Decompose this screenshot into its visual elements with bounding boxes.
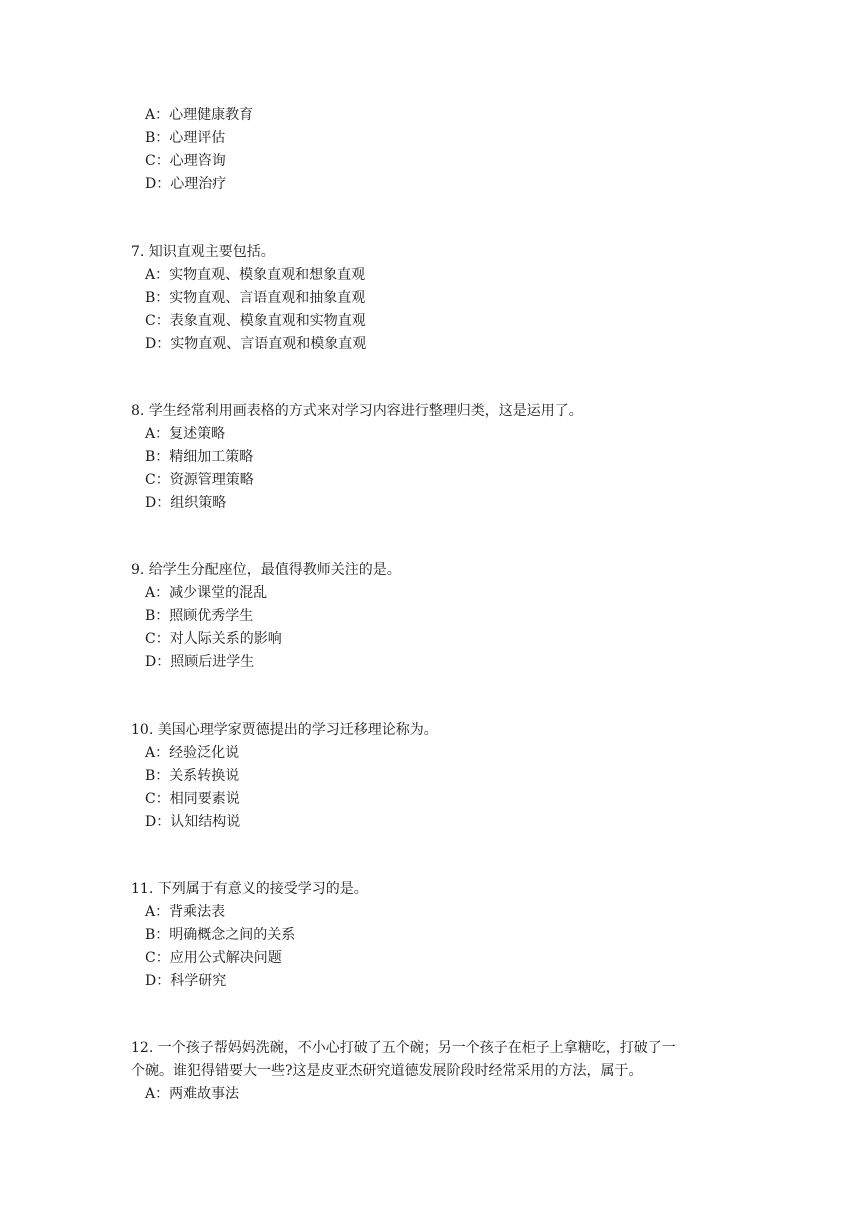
- option-b: B：精细加工策略: [145, 449, 254, 465]
- question-stem-line-2: 个碗。谁犯得错要大一些?这是皮亚杰研究道德发展阶段时经常采用的方法，属于。: [131, 1063, 643, 1079]
- option-a: A：经验泛化说: [145, 745, 240, 761]
- option-a: A：心理健康教育: [145, 107, 254, 123]
- option-b: B：关系转换说: [145, 768, 240, 784]
- question-7: [131, 241, 751, 356]
- option-a: A：两难故事法: [145, 1086, 240, 1102]
- question-11: [131, 878, 751, 993]
- option-d: D：科学研究: [145, 973, 227, 989]
- question-9: [131, 559, 751, 674]
- option-c: C：表象直观、模象直观和实物直观: [145, 313, 366, 329]
- option-b: B：实物直观、言语直观和抽象直观: [145, 290, 366, 306]
- option-d: D：组织策略: [145, 495, 227, 511]
- option-d: D：照顾后进学生: [145, 654, 255, 670]
- option-c: C：心理咨询: [145, 153, 226, 169]
- question-stem: 7. 知识直观主要包括。: [131, 244, 275, 260]
- option-c: C：相同要素说: [145, 791, 240, 807]
- question-8: [131, 400, 751, 515]
- question-stem: 10. 美国心理学家贾德提出的学习迁移理论称为。: [131, 722, 438, 738]
- question-6-options: [131, 104, 751, 196]
- option-a: A：背乘法表: [145, 904, 226, 920]
- option-b: B：明确概念之间的关系: [145, 927, 296, 943]
- option-c: C：对人际关系的影响: [145, 631, 282, 647]
- question-stem-line-1: 12. 一个孩子帮妈妈洗碗，不小心打破了五个碗；另一个孩子在柜子上拿糖吃，打破了一: [131, 1040, 676, 1056]
- option-c: C：资源管理策略: [145, 472, 254, 488]
- option-d: D：心理治疗: [145, 176, 227, 192]
- question-stem: 9. 给学生分配座位，最值得教师关注的是。: [131, 562, 401, 578]
- question-stem: 8. 学生经常利用画表格的方式来对学习内容进行整理归类，这是运用了。: [131, 403, 583, 419]
- option-a: A：复述策略: [145, 426, 226, 442]
- question-stem: 11. 下列属于有意义的接受学习的是。: [131, 881, 368, 897]
- question-10: [131, 719, 751, 834]
- option-d: D：认知结构说: [145, 814, 241, 830]
- option-a: A：减少课堂的混乱: [145, 585, 268, 601]
- option-a: A：实物直观、模象直观和想象直观: [145, 267, 366, 283]
- question-12: [131, 1037, 751, 1106]
- option-d: D：实物直观、言语直观和模象直观: [145, 336, 367, 352]
- option-b: B：心理评估: [145, 130, 226, 146]
- option-b: B：照顾优秀学生: [145, 608, 254, 624]
- option-c: C：应用公式解决问题: [145, 950, 282, 966]
